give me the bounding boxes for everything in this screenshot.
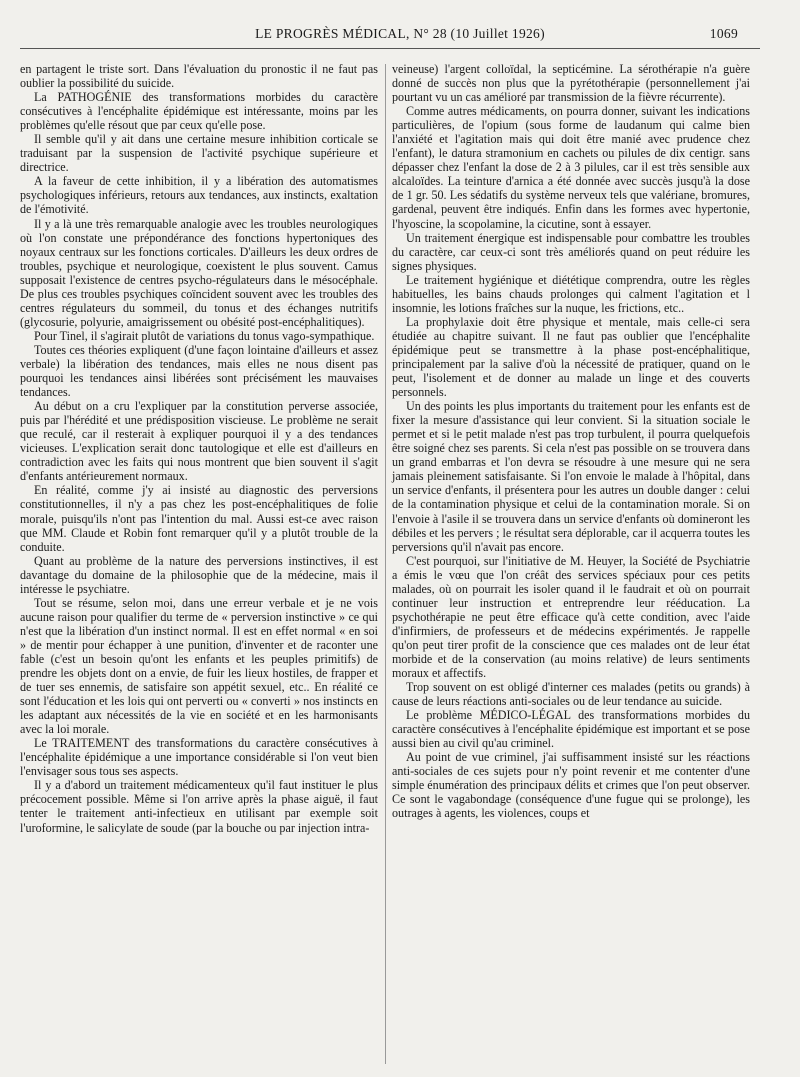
paragraph: veineuse) l'argent colloïdal, la septicémine. La sérothérapie n'a guère donné de succès non plus que la pyrétothérapie (personnellement j'ai pourtant vu un cas amélioré par transmission de la fièvre récurrente). [392, 62, 750, 105]
paragraph: Au début on a cru l'expliquer par la constitution perverse associée, puis par l'hérédité et une prédisposition viscieuse. Le problème ne serait que reculé, car il resterait à expliquer pourquoi il y a des tendances vicieuses. L'explication serait donc tautologique et elle est d'ailleurs en contradiction avec les faits qui nous montrent que bien souvent il s'agit d'enfants antérieurement normaux. [20, 399, 378, 484]
paragraph: Tout se résume, selon moi, dans une erreur verbale et je ne vois aucune raison pour qualifier du terme de « perversion instinctive » ce qui n'est que la libération d'un instinct normal. Il est en effet normal « en soi » de mentir pour échapper à une punition, d'inventer et de raconter une fable (c'est un besoin qu'ont les enfants et les peuples primitifs) de prendre les objets dont on a envie, de fuir les lieux hostiles, de frapper et de tuer ses ennemis, de satisfaire son appétit sexuel, etc.. En réalité ce sont l'éducation et les lois qui ont perverti ou « converti » nos instincts en les adaptant aux nécessités de la vie en société et en les harmonisants avec la loi morale. [20, 595, 378, 737]
paragraph: Il semble qu'il y ait dans une certaine mesure inhibition corticale se traduisant par la suspension de l'activité psychique supérieure et directrice. [20, 132, 378, 175]
journal-title: LE PROGRÈS MÉDICAL, N° 28 (10 Juillet 1926) [255, 26, 545, 41]
left-column [20, 62, 378, 835]
paragraph: Le problème MÉDICO-LÉGAL des transformations morbides du caractère consécutives à l'encéphalite épidémique est important et se pose aussi bien au civil qu'au criminel. [392, 708, 750, 751]
paragraph: Un des points les plus importants du traitement pour les enfants est de fixer la mesure d'assistance qui leur convient. Si la situation sociale le permet et si le petit malade n'est pas trop turbulent, il pourra quelquefois être soigné chez ses parents. Si cela n'est pas possible on se trouvera dans un grand embarras et l'on devra se résoudre à une mesure qui ne sera jamais pleinement satisfaisante. Si l'on envoie le malade à l'hôpital, dans un service d'enfants, il présentera pour les autres un double danger : celui de la contamination physique et celui de la contamination morale. Si on l'envoie à l'asile il se trouvera dans un service d'enfants où domineront les débiles et les pervers ; le résultat sera déplorable, car il acquerra toutes les perversions qu'il n'avait pas encore. [392, 399, 750, 554]
page-number: 1069 [709, 26, 738, 41]
paragraph: Pour Tinel, il s'agirait plutôt de variations du tonus vago-sympathique. [34, 328, 375, 343]
paragraph: Au point de vue criminel, j'ai suffisamment insisté sur les réactions anti-sociales de ces sujets pour n'y point revenir et me contenter d'une simple énumération des principaux délits et crimes que l'on peut observer. Ce sont le vagabondage (conséquence d'une fugue qui se prolonge), les outrages à agents, les violences, coups et [392, 750, 750, 821]
column-divider [385, 64, 386, 1064]
paragraph: Trop souvent on est obligé d'interner ces malades (petits ou grands) à cause de leurs réactions anti-sociales ou de leur tendance au suicide. [392, 680, 750, 709]
paragraph: La PATHOGÉNIE des transformations morbides du caractère consécutives à l'encéphalite épidémique est intéressante, moins par les problèmes qu'elle résout que par ceux qu'elle pose. [20, 90, 378, 133]
paragraph: Quant au problème de la nature des perversions instinctives, il est davantage du domaine de la philosophie que de la médecine, mais il intéresse le psychiatre. [20, 553, 378, 596]
paragraph: La prophylaxie doit être physique et mentale, mais celle-ci sera étudiée au chapitre suivant. Il ne faut pas oublier que l'encéphalite épidémique peut se transmettre à la phase post-encéphalitique, principalement par la salive d'où la nécessité de pratiquer, quand on le peut, l'isolement et de donner au malade un linge et des couverts personnels. [392, 314, 750, 400]
paragraph: Le TRAITEMENT des transformations du caractère consécutives à l'encéphalite épidémique a une importance considérable si l'on veut bien l'envisager sous tous ses aspects. [20, 736, 378, 779]
paragraph: Toutes ces théories expliquent (d'une façon lointaine d'ailleurs et assez verbale) la libération des tendances, mais elles ne nous disent pas pourquoi les tendances ainsi libérées sont précisément les mauvaises tendances. [20, 342, 378, 400]
paragraph: Il y a là une très remarquable analogie avec les troubles neurologiques où l'on constate une prépondérance des fonctions hypertoniques des noyaux centraux sur les fonctions corticales. D'ailleurs les deux ordres de troubles, psychique et neurologique, coexistent le plus souvent. Camus supposait l'existence de centres psycho-régulateurs dans le mésocéphale. De plus ces troubles psychiques coïncident souvent avec les troubles des centres régulateurs du sommeil, du tonus et des échanges nutritifs (glycosurie, polyurie, amaigrissement ou obésité post-encéphalitiques). [20, 216, 378, 329]
paragraph: Le traitement hygiénique et diététique comprendra, outre les règles habituelles, les bains chauds prolonges qui calment l'agitation et l insomnie, les lotions fraîches sur la nuque, les frictions, etc.. [392, 272, 750, 315]
running-header [20, 26, 780, 46]
paragraph: En réalité, comme j'y ai insisté au diagnostic des perversions constitutionnelles, il n'y a pas chez les post-encéphalitiques de folie morale, puisqu'ils n'ont pas l'intention du mal. Aussi est-ce avec raison que MM. Claude et Robin font remarquer qu'il y a plutôt trouble de la conduite. [20, 483, 378, 554]
right-column [392, 62, 750, 821]
paragraph: Comme autres médicaments, on pourra donner, suivant les indications particulières, de l'opium (sous forme de laudanum qui calme bien l'anxiété et l'agitation mais qui doit être manié avec prudence chez l'enfant), le datura stramonium en cachets ou pilules de dix centigr. sans dépasser chez l'enfant la dose de 2 à 3 pilules, car il est très sensible aux alcaloïdes. La teinture d'arnica a été donnée avec succès jusqu'à la dose de 1 gr. 50. Les sédatifs du système nerveux tels que valériane, bromures, gardenal, peuvent être indiqués. Enfin dans les formes avec hypertonie, l'hyoscine, la scopolamine, la cicutine, sont à essayer. [392, 104, 750, 231]
header-rule [20, 48, 760, 49]
paragraph: Il y a d'abord un traitement médicamenteux qu'il faut instituer le plus précocement possible. Même si l'on arrive après la phase aiguë, il faut tenter le traitement anti-infectieux en utilisant par exemple soit l'uroformine, le salicylate de soude (par la bouche ou par injection intra- [20, 778, 378, 835]
paragraph: Un traitement énergique est indispensable pour combattre les troubles du caractère, car ceux-ci sont très améliorés quand on peut réduire les signes physiques. [392, 230, 750, 273]
paragraph: C'est pourquoi, sur l'initiative de M. Heuyer, la Société de Psychiatrie a émis le vœu que l'on créât des services spéciaux pour ces petits malades, où on pourrait les isoler quand il le faudrait et où on pourrait continuer leur instruction et entreprendre leur rééducation. La psychothérapie ne peut être efficace qu'à cette condition, avec l'aide d'infirmiers, de professeurs et de médecins expérimentés. Je rappelle qu'on peut tirer profit de la conscience que ces malades ont de leur état morbide et de la conservation (au moins relative) de leurs sentiments moraux et affectifs. [392, 553, 750, 681]
paragraph: A la faveur de cette inhibition, il y a libération des automatismes psychologiques inférieurs, retours aux tendances, aux instincts, exaltation de l'émotivité. [20, 174, 378, 217]
paragraph: en partagent le triste sort. Dans l'évaluation du pronostic il ne faut pas oublier la possibilité du suicide. [20, 62, 378, 91]
